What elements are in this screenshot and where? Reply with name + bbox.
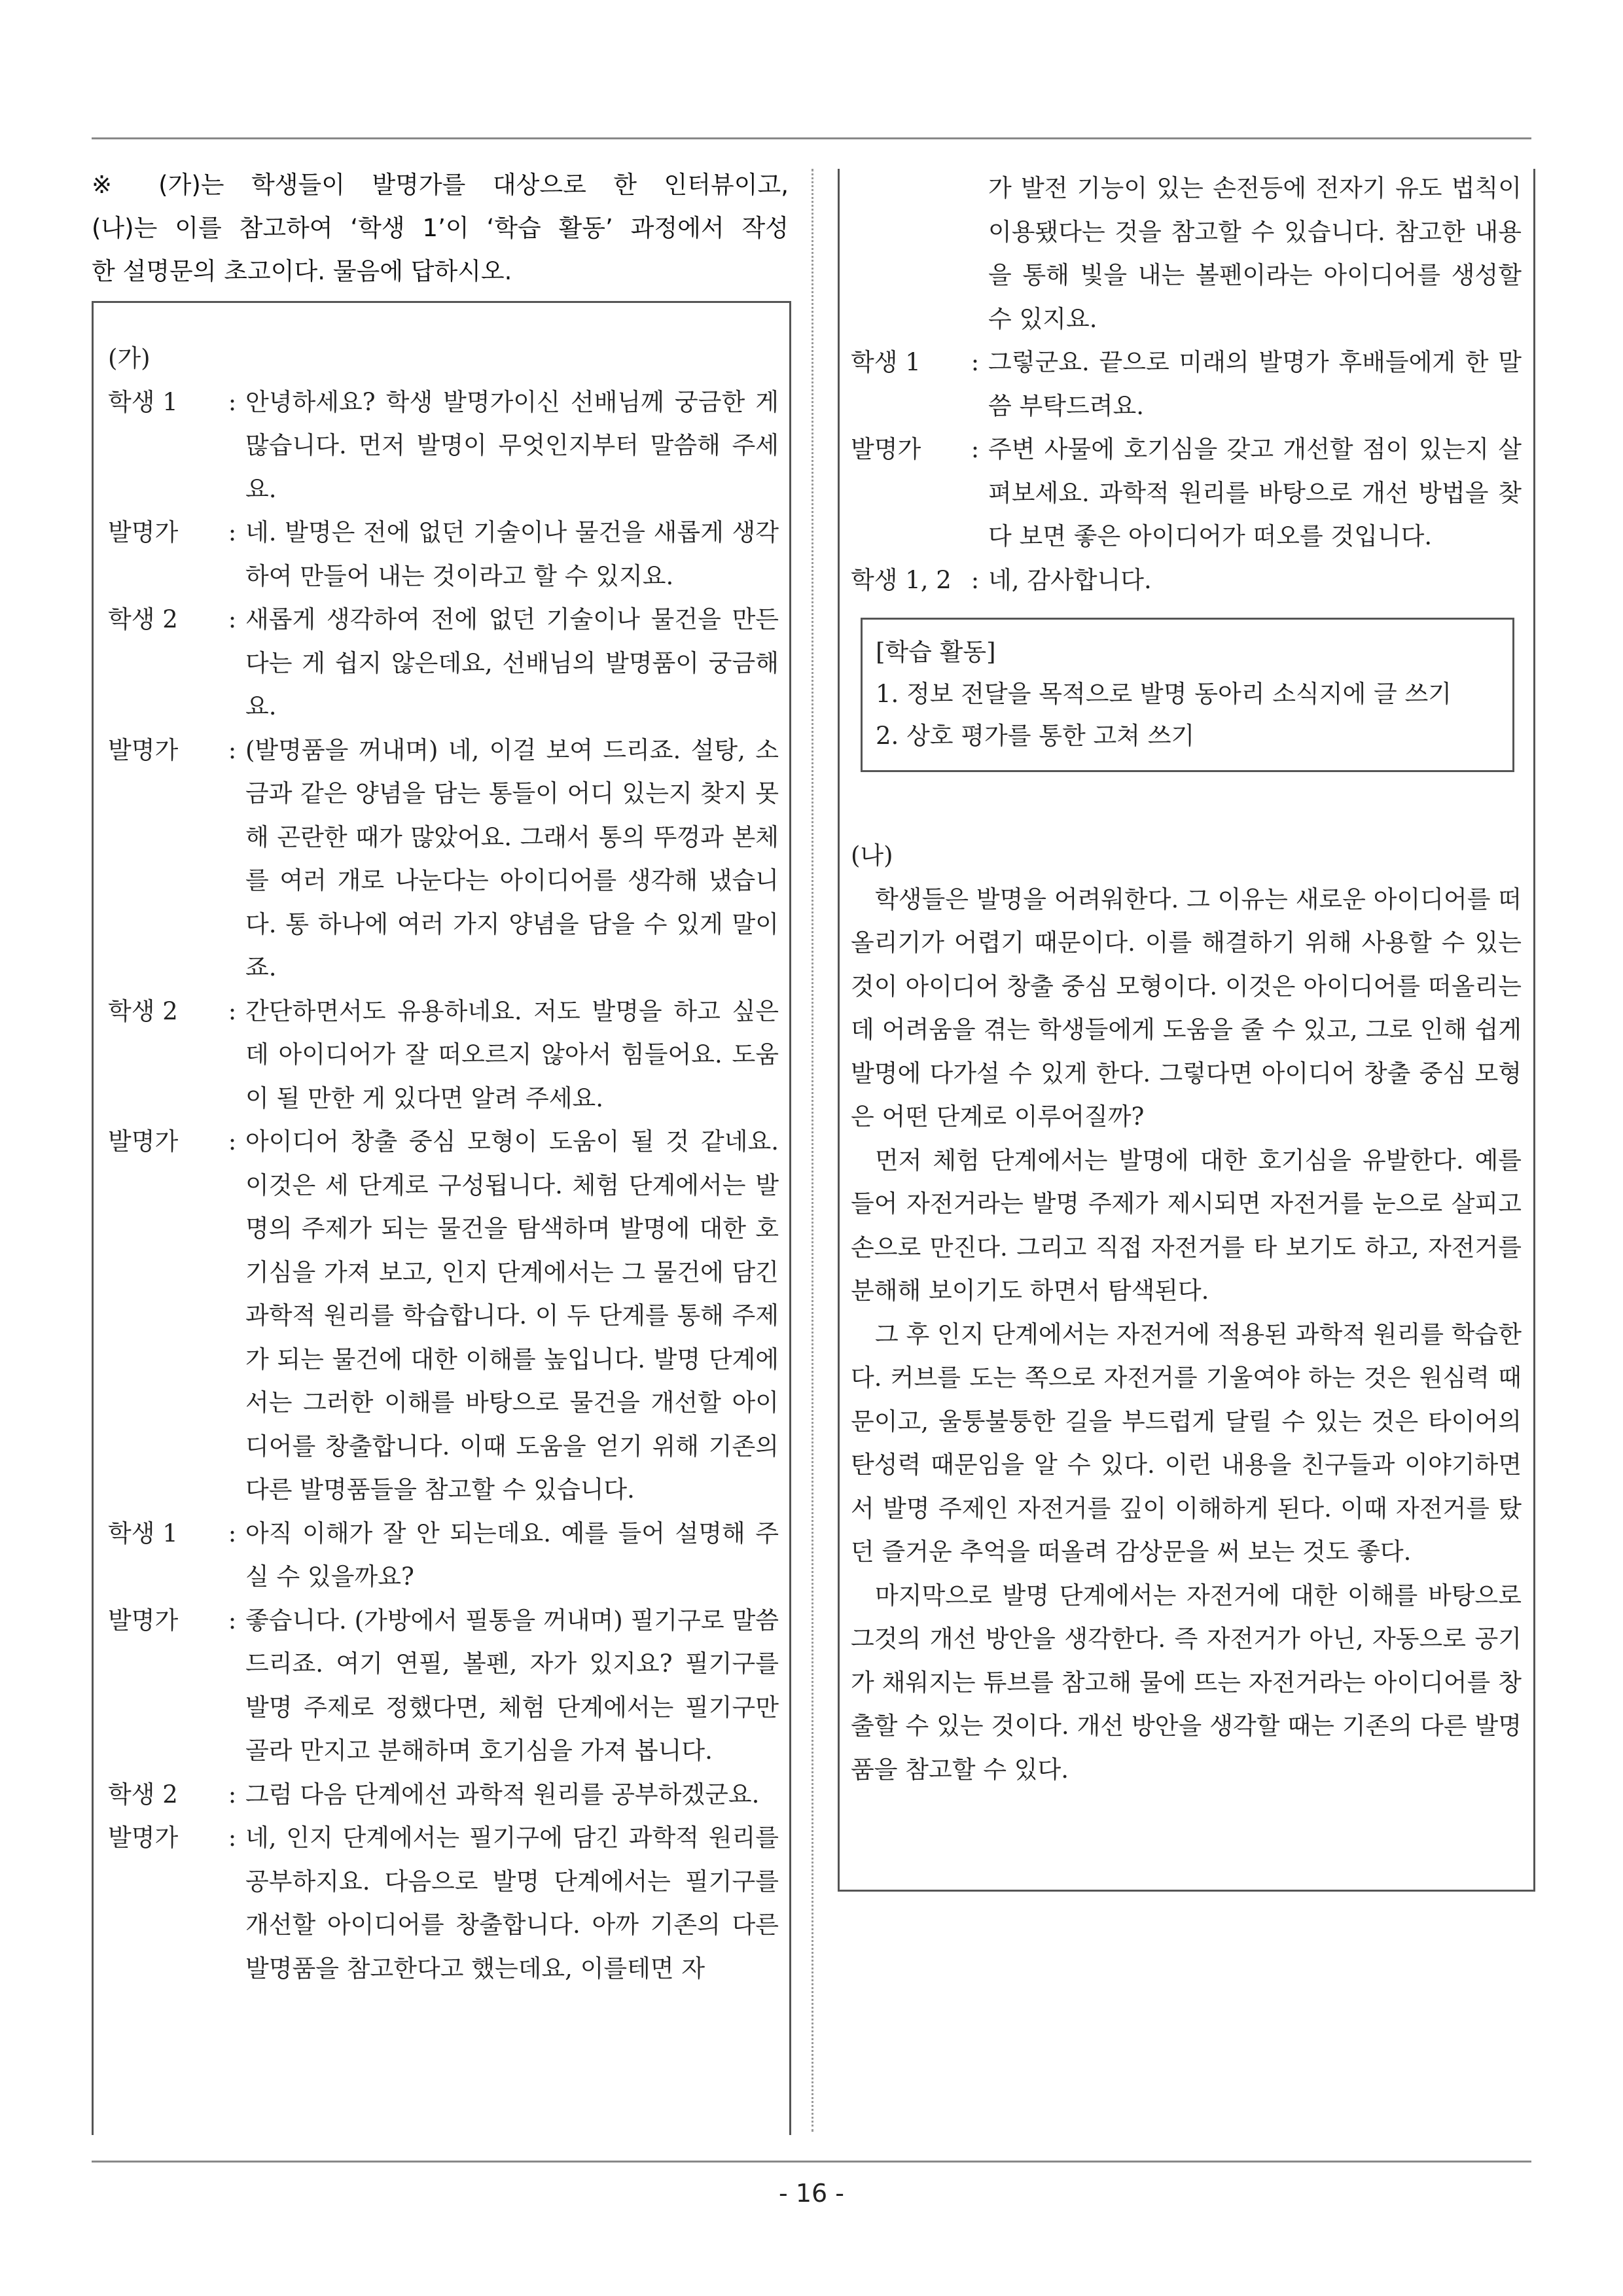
dialogue-line: 발명가 : 주변 사물에 호기심을 갖고 개선할 점이 있는지 살펴보세요. 과학적 원리를 바탕으로 개선 방법을 찾다 보면 좋은 아이디어가 떠오를 것입니다. <box>851 428 1522 559</box>
speaker: 학생 2 <box>108 997 178 1025</box>
dialogue-line: 발명가 : 아이디어 창출 중심 모형이 도움이 될 것 같네요. 이것은 세 단계로 구성됩니다. 체험 단계에서는 발명의 주제가 되는 물건을 탐색하며 발명에 대한 호기심을 가져 보고, 인지 단계에서는 그 물건에 담긴 과학적 원리를 학습합니다. 이 두 단계를 통해 주제가 되는 물건에 대한 이해를 높입니다. 발명 단계에서는 그러한 이해를 바탕으로 물건을 개선할 아이디어를 창출합니다. 이때 도움을 얻기 위해 기존의 다른 발명품들을 참고할 수 있습니다. <box>108 1120 779 1512</box>
utterance: 아직 이해가 잘 안 되는데요. 예를 들어 설명해 주실 수 있을까요? <box>245 1519 779 1591</box>
speaker: 발명가 <box>108 1824 179 1852</box>
utterance: 그럼 다음 단계에선 과학적 원리를 공부하겠군요. <box>245 1780 760 1809</box>
instruction-line: 한 설명문의 초고이다. 물음에 답하시오. <box>92 257 512 285</box>
activity-title: [학습 활동] <box>876 638 996 666</box>
dialogue-line: 발명가 : 네, 인지 단계에서는 필기구에 담긴 과학적 원리를 공부하지요. 다음으로 발명 단계에서는 필기구를 개선할 아이디어를 창출합니다. 아까 기존의 다른 발명품을 참고한다고 했는데요, 이를테면 자 <box>108 1816 779 1990</box>
utterance: 네. 발명은 전에 없던 기술이나 물건을 새롭게 생각하여 만들어 내는 것이라고 할 수 있지요. <box>245 518 779 590</box>
speaker: 발명가 <box>108 1127 179 1156</box>
passage-label-ga: (가) <box>108 344 151 372</box>
footer-rule <box>92 2161 1531 2163</box>
activity-item: 2. 상호 평가를 통한 고쳐 쓰기 <box>876 722 1195 750</box>
utterance: 간단하면서도 유용하네요. 저도 발명을 하고 싶은데 아이디어가 잘 떠오르지 않아서 힘들어요. 도움이 될 만한 게 있다면 알려 주세요. <box>245 997 779 1112</box>
speaker: 학생 2 <box>108 605 178 633</box>
speaker: 발명가 <box>108 735 179 764</box>
utterance: 안녕하세요? 학생 발명가이신 선배님께 궁금한 게 많습니다. 먼저 발명이 무엇인지부터 말씀해 주세요. <box>245 387 779 503</box>
dialogue-line: 학생 2 : 새롭게 생각하여 전에 없던 기술이나 물건을 만든다는 게 쉽지 않은데요, 선배님의 발명품이 궁금해요. <box>108 598 779 729</box>
column-divider <box>812 169 813 2132</box>
speaker: 발명가 <box>851 435 921 463</box>
utterance: 그렇군요. 끝으로 미래의 발명가 후배들에게 한 말씀 부탁드려요. <box>988 348 1522 420</box>
speaker: 발명가 <box>108 1606 179 1634</box>
passage-ga-left <box>108 337 779 1990</box>
dialogue-line: 학생 1 : 그렇군요. 끝으로 미래의 발명가 후배들에게 한 말씀 부탁드려요. <box>851 341 1522 428</box>
utterance: 네, 감사합니다. <box>988 565 1152 594</box>
header-rule <box>92 137 1531 139</box>
dialogue-line: 학생 1 : 안녕하세요? 학생 발명가이신 선배님께 궁금한 게 많습니다. 먼저 발명이 무엇인지부터 말씀해 주세요. <box>108 381 779 512</box>
dialogue-line: 발명가 : 네. 발명은 전에 없던 기술이나 물건을 새롭게 생각하여 만들어 내는 것이라고 할 수 있지요. <box>108 511 779 598</box>
dialogue-line: 발명가 : 좋습니다. (가방에서 필통을 꺼내며) 필기구로 말씀드리죠. 여기 연필, 볼펜, 자가 있지요? 필기구를 발명 주제로 정했다면, 체험 단계에서는 필기구만 골라 만지고 분해하며 호기심을 가져 봅니다. <box>108 1599 779 1773</box>
utterance: 새롭게 생각하여 전에 없던 기술이나 물건을 만든다는 게 쉽지 않은데요, 선배님의 발명품이 궁금해요. <box>245 605 779 720</box>
page-number: - 16 - <box>779 2179 844 2208</box>
paragraph: 먼저 체험 단계에서는 발명에 대한 호기심을 유발한다. 예를 들어 자전거라는 발명 주제가 제시되면 자전거를 눈으로 살피고 손으로 만진다. 그리고 직접 자전거를 타 보기도 하고, 자전거를 분해해 보이기도 하면서 탐색된다. <box>851 1146 1522 1305</box>
paragraph: 마지막으로 발명 단계에서는 자전거에 대한 이해를 바탕으로 그것의 개선 방안을 생각한다. 즉 자전거가 아닌, 자동으로 공기가 채워지는 튜브를 참고해 물에 뜨는 자전거라는 아이디어를 창출할 수 있는 것이다. 개선 방안을 생각할 때는 기존의 다른 발명품을 참고할 수 있다. <box>851 1581 1522 1784</box>
utterance: 주변 사물에 호기심을 갖고 개선할 점이 있는지 살펴보세요. 과학적 원리를 바탕으로 개선 방법을 찾다 보면 좋은 아이디어가 떠오를 것입니다. <box>988 435 1522 550</box>
passage-na <box>851 834 1522 1792</box>
utterance: 아이디어 창출 중심 모형이 도움이 될 것 같네요. 이것은 세 단계로 구성됩니다. 체험 단계에서는 발명의 주제가 되는 물건을 탐색하며 발명에 대한 호기심을 가져 보고, 인지 단계에서는 그 물건에 담긴 과학적 원리를 학습합니다. 이 두 단계를 통해 주제가 되는 물건에 대한 이해를 높입니다. 발명 단계에서는 그러한 이해를 바탕으로 물건을 개선할 아이디어를 창출합니다. 이때 도움을 얻기 위해 기존의 다른 발명품들을 참고할 수 있습니다. <box>245 1127 779 1504</box>
utterance: 좋습니다. (가방에서 필통을 꺼내며) 필기구로 말씀드리죠. 여기 연필, 볼펜, 자가 있지요? 필기구를 발명 주제로 정했다면, 체험 단계에서는 필기구만 골라 만지고 분해하며 호기심을 가져 봅니다. <box>245 1606 779 1765</box>
paragraph: 그 후 인지 단계에서는 자전거에 적용된 과학적 원리를 학습한다. 커브를 도는 쪽으로 자전거를 기울여야 하는 것은 원심력 때문이고, 울퉁불퉁한 길을 부드럽게 달릴 수 있는 것은 타이어의 탄성력 때문임을 알 수 있다. 이런 내용을 친구들과 이야기하면서 발명 주제인 자전거를 깊이 이해하게 된다. 이때 자전거를 탔던 즐거운 추억을 떠올려 감상문을 써 보는 것도 좋다. <box>851 1320 1522 1566</box>
question-instruction <box>92 164 789 293</box>
speaker: 발명가 <box>108 518 179 546</box>
speaker: 학생 1 <box>851 348 921 376</box>
utterance: 가 발전 기능이 있는 손전등에 전자기 유도 법칙이 이용됐다는 것을 참고할 수 있습니다. 참고한 내용을 통해 빛을 내는 볼펜이라는 아이디어를 생성할 수 있지요. <box>988 174 1522 333</box>
passage-ga-right <box>851 167 1522 602</box>
speaker: 학생 1 <box>108 387 178 416</box>
dialogue-line: 학생 1, 2 : 네, 감사합니다. <box>851 559 1522 603</box>
dialogue-continuation <box>851 167 1522 341</box>
instruction-line: ※ (가)는 학생들이 발명가를 대상으로 한 인터뷰이고, <box>92 171 789 199</box>
activity-item: 1. 정보 전달을 목적으로 발명 동아리 소식지에 글 쓰기 <box>876 680 1452 708</box>
dialogue-line: 학생 2 : 그럼 다음 단계에선 과학적 원리를 공부하겠군요. <box>108 1773 779 1817</box>
speaker: 학생 2 <box>108 1780 178 1809</box>
dialogue-line: 학생 1 : 아직 이해가 잘 안 되는데요. 예를 들어 설명해 주실 수 있을까요? <box>108 1512 779 1599</box>
paragraph: 학생들은 발명을 어려워한다. 그 이유는 새로운 아이디어를 떠올리기가 어렵기 때문이다. 이를 해결하기 위해 사용할 수 있는 것이 아이디어 창출 중심 모형이다. 이것은 아이디어를 떠올리는 데 어려움을 겪는 학생들에게 도움을 줄 수 있고, 그로 인해 쉽게 발명에 다가설 수 있게 한다. 그렇다면 아이디어 창출 중심 모형은 어떤 단계로 이루어질까? <box>851 885 1522 1131</box>
utterance: 네, 인지 단계에서는 필기구에 담긴 과학적 원리를 공부하지요. 다음으로 발명 단계에서는 필기구를 개선할 아이디어를 창출합니다. 아까 기존의 다른 발명품을 참고한다고 했는데요, 이를테면 자 <box>245 1824 779 1983</box>
speaker: 학생 1 <box>108 1519 178 1547</box>
passage-label-na: (나) <box>851 841 893 870</box>
speaker: 학생 1, 2 <box>851 565 952 594</box>
dialogue-line: 학생 2 : 간단하면서도 유용하네요. 저도 발명을 하고 싶은데 아이디어가 잘 떠오르지 않아서 힘들어요. 도움이 될 만한 게 있다면 알려 주세요. <box>108 990 779 1121</box>
learning-activity-box <box>861 618 1514 772</box>
utterance: (발명품을 꺼내며) 네, 이걸 보여 드리죠. 설탕, 소금과 같은 양념을 담는 통들이 어디 있는지 찾지 못해 곤란한 때가 많았어요. 그래서 통의 뚜껑과 본체를 여러 개로 나눈다는 아이디어를 생각해 냈습니다. 통 하나에 여러 가지 양념을 담을 수 있게 말이죠. <box>245 735 779 981</box>
dialogue-line: 발명가 : (발명품을 꺼내며) 네, 이걸 보여 드리죠. 설탕, 소금과 같은 양념을 담는 통들이 어디 있는지 찾지 못해 곤란한 때가 많았어요. 그래서 통의 뚜껑과 본체를 여러 개로 나눈다는 아이디어를 생각해 냈습니다. 통 하나에 여러 가지 양념을 담을 수 있게 말이죠. <box>108 729 779 990</box>
instruction-line: (나)는 이를 참고하여 ‘학생 1’이 ‘학습 활동’ 과정에서 작성 <box>92 214 789 242</box>
